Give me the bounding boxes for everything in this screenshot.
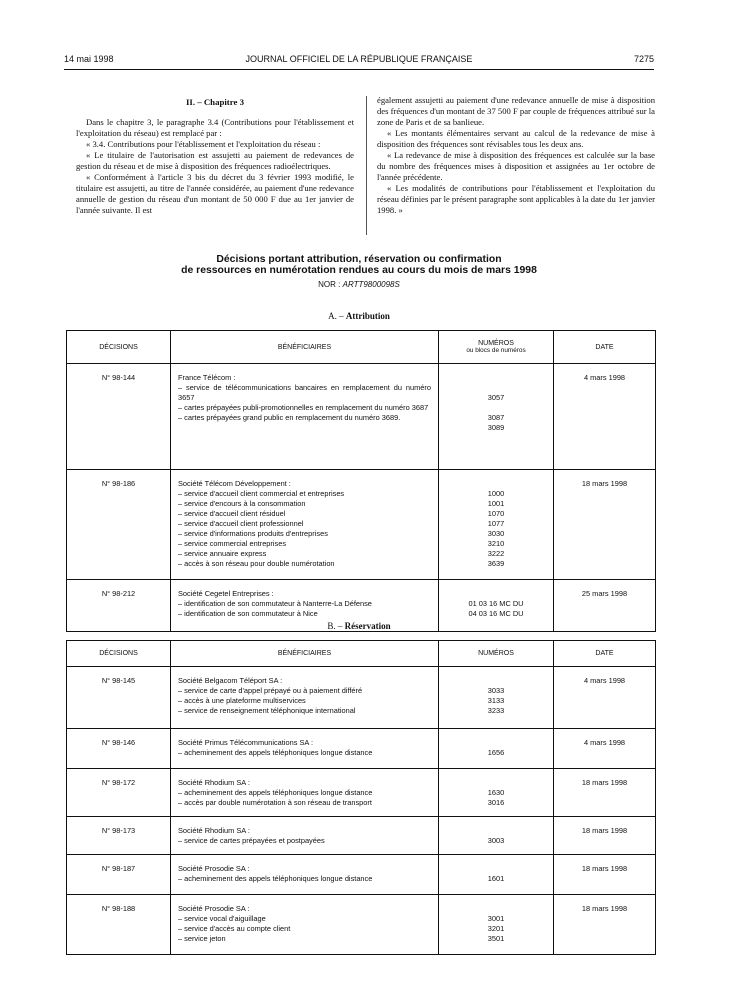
number-value: 1601 xyxy=(487,874,505,883)
journal-title: JOURNAL OFFICIEL DE LA RÉPUBLIQUE FRANÇAISE xyxy=(245,54,473,64)
decision-date: 18 mars 1998 xyxy=(554,470,656,580)
beneficiary-name: Société Primus Télécommunications SA : xyxy=(178,738,314,747)
decision-date: 4 mars 1998 xyxy=(554,729,656,769)
numbers-cell xyxy=(439,769,554,817)
nor-value: ARTT9800098S xyxy=(342,280,400,289)
table-row xyxy=(67,895,656,955)
nor-label: NOR : xyxy=(318,280,343,289)
table-row xyxy=(67,364,656,470)
number-value: 1077 xyxy=(487,519,505,528)
service-item: – cartes prépayées publi-promotionnelles en remplacement du numéro 3687 xyxy=(178,403,429,412)
left-paragraph: « Conformément à l'article 3 bis du décret du 3 février 1993 modifié, le titulaire est assujetti, au titre de l'année considérée, au paiement d'une redevance annuelle de gestion du réseau d'un montant de 50 000 F due au 1er janvier de l'année suivante. Il est xyxy=(76,172,354,215)
col-header-numeros: NUMÉROS xyxy=(439,641,554,667)
left-paragraph: « Le titulaire de l'autorisation est assujetti au paiement de redevances de gestion du réseau et de mise à disposition des fréquences radioélectriques. xyxy=(76,150,354,171)
decision-date: 4 mars 1998 xyxy=(554,667,656,729)
service-item: – identification de son commutateur à Nice xyxy=(178,609,318,618)
decision-date: 4 mars 1998 xyxy=(554,364,656,470)
service-item: – service vocal d'aiguillage xyxy=(178,914,266,923)
service-item: – service de télécommunications bancaires en remplacement du numéro 3657 xyxy=(178,383,431,402)
number-value: 01 03 16 MC DU xyxy=(468,599,524,608)
page-header xyxy=(64,54,654,70)
decision-date: 25 mars 1998 xyxy=(554,580,656,632)
service-item: – service de carte d'appel prépayé ou à paiement différé xyxy=(178,686,363,695)
number-value: 3033 xyxy=(487,686,505,695)
service-item: – service commercial entreprises xyxy=(178,539,287,548)
number-value: 3001 xyxy=(487,914,505,923)
left-paragraph: « 3.4. Contributions pour l'établissement et l'exploitation du réseau : xyxy=(86,139,321,149)
beneficiary-cell xyxy=(171,364,439,470)
decisions-title xyxy=(64,254,654,276)
number-value: 3210 xyxy=(487,539,505,548)
number-value: 3201 xyxy=(487,924,505,933)
service-item: – service de renseignement téléphonique international xyxy=(178,706,356,715)
table-row xyxy=(67,667,656,729)
service-item: – accès à une plateforme multiservices xyxy=(178,696,306,705)
number-value: 3222 xyxy=(487,549,505,558)
col-header-date: DATE xyxy=(554,331,656,364)
table-header-row xyxy=(67,641,656,667)
beneficiary-name: Société Télécom Développement : xyxy=(178,479,291,488)
number-value: 1000 xyxy=(487,489,505,498)
numbers-cell xyxy=(439,855,554,895)
service-item: – service d'accueil client professionnel xyxy=(178,519,304,528)
decision-date: 18 mars 1998 xyxy=(554,855,656,895)
number-value: 1001 xyxy=(487,499,505,508)
service-item: – accès à son réseau pour double numérotation xyxy=(178,559,335,568)
header-rule xyxy=(64,69,654,70)
decisions-title-line: Décisions portant attribution, réservation ou confirmation xyxy=(216,254,502,265)
col-header-decisions: DÉCISIONS xyxy=(67,641,171,667)
decision-number: N° 98-212 xyxy=(67,580,171,632)
page-number: 7275 xyxy=(633,54,654,64)
right-paragraph: « Les montants élémentaires servant au calcul de la redevance de mise à disposition des fréquences sont révisables tous les deux ans. xyxy=(377,128,655,149)
beneficiary-name: Société Prosodie SA : xyxy=(178,904,250,913)
chapter-title: II. – Chapitre 3 xyxy=(185,97,244,107)
nor-reference xyxy=(64,280,654,289)
number-value: 3003 xyxy=(487,836,505,845)
numbers-cell xyxy=(439,470,554,580)
col-header-beneficiaires: BÉNÉFICIAIRES xyxy=(171,331,439,364)
col-header-date: DATE xyxy=(554,641,656,667)
col-header-numeros-main: NUMÉROS xyxy=(478,340,514,347)
decision-date: 18 mars 1998 xyxy=(554,895,656,955)
right-paragraph: « La redevance de mise à disposition des fréquences est calculée sur la base du nombre des fréquences mises à disposition et assignées au 1er octobre de l'année précédente. xyxy=(377,150,655,182)
beneficiary-cell xyxy=(171,667,439,729)
beneficiary-cell xyxy=(171,855,439,895)
number-value: 1630 xyxy=(487,788,505,797)
section-b-prefix: B. – xyxy=(327,621,343,631)
numbers-cell xyxy=(439,895,554,955)
number-value: 1070 xyxy=(487,509,505,518)
right-paragraph: « Les modalités de contributions pour l'établissement et l'exploitation du réseau définies par le présent paragraphe sont applicables à la date du 1er janvier 1998. » xyxy=(377,183,655,215)
number-value: 3016 xyxy=(487,798,505,807)
decisions-title-line: de ressources en numérotation rendues au cours du mois de mars 1998 xyxy=(181,265,537,276)
service-item: – service d'encours à la consommation xyxy=(178,499,306,508)
attribution-table xyxy=(66,330,656,632)
decision-number: N° 98-144 xyxy=(67,364,171,470)
issue-date: 14 mai 1998 xyxy=(64,54,114,64)
decision-date: 18 mars 1998 xyxy=(554,817,656,855)
service-item: – service jeton xyxy=(178,934,226,943)
number-value: 3639 xyxy=(487,559,505,568)
table-row xyxy=(67,769,656,817)
service-item: – acheminement des appels téléphoniques longue distance xyxy=(178,748,373,757)
section-b-label: Réservation xyxy=(344,621,391,631)
col-header-decisions: DÉCISIONS xyxy=(67,331,171,364)
beneficiary-cell xyxy=(171,895,439,955)
decision-date: 18 mars 1998 xyxy=(554,769,656,817)
decision-number: N° 98-146 xyxy=(67,729,171,769)
col-header-beneficiaires: BÉNÉFICIAIRES xyxy=(171,641,439,667)
service-item: – service d'informations produits d'entreprises xyxy=(178,529,328,538)
section-a-label: Attribution xyxy=(345,311,390,321)
beneficiary-name: Société Belgacom Téléport SA : xyxy=(178,676,283,685)
beneficiary-name: Société Rhodium SA : xyxy=(178,778,250,787)
beneficiary-cell xyxy=(171,470,439,580)
number-value: 3087 xyxy=(487,413,505,422)
table-header-row xyxy=(67,331,656,364)
table-row xyxy=(67,729,656,769)
numbers-cell xyxy=(439,364,554,470)
service-item: – cartes prépayées grand public en remplacement du numéro 3689. xyxy=(178,413,401,422)
number-value: 1656 xyxy=(487,748,505,757)
service-item: – service d'accès au compte client xyxy=(178,924,291,933)
service-item: – service d'accueil client résiduel xyxy=(178,509,286,518)
service-item: – service de cartes prépayées et postpayées xyxy=(178,836,325,845)
numbers-cell xyxy=(439,729,554,769)
service-item: – acheminement des appels téléphoniques longue distance xyxy=(178,874,373,883)
table-row xyxy=(67,855,656,895)
number-value: 3089 xyxy=(487,423,505,432)
number-value: 3233 xyxy=(487,706,505,715)
number-value: 04 03 16 MC DU xyxy=(468,609,524,618)
reservation-table xyxy=(66,640,656,955)
service-item: – identification de son commutateur à Nanterre-La Défense xyxy=(178,599,372,608)
number-value: 3133 xyxy=(487,696,505,705)
column-divider xyxy=(366,96,367,235)
decision-number: N° 98-186 xyxy=(67,470,171,580)
right-column xyxy=(377,95,655,216)
beneficiary-name: Société Cegetel Entreprises : xyxy=(178,589,274,598)
number-value: 3057 xyxy=(487,393,505,402)
decision-number: N° 98-187 xyxy=(67,855,171,895)
beneficiary-name: Société Rhodium SA : xyxy=(178,826,250,835)
beneficiary-name: France Télécom : xyxy=(178,373,236,382)
table-row xyxy=(67,817,656,855)
beneficiary-cell xyxy=(171,729,439,769)
number-value: 3030 xyxy=(487,529,505,538)
service-item: – service d'accueil client commercial et entreprises xyxy=(178,489,345,498)
numbers-cell xyxy=(439,667,554,729)
beneficiary-cell xyxy=(171,817,439,855)
left-paragraph: Dans le chapitre 3, le paragraphe 3.4 (Contributions pour l'établissement et l'exploitation du réseau) est remplacé par : xyxy=(76,117,354,138)
section-b-title xyxy=(64,621,654,631)
section-a-prefix: A. – xyxy=(328,311,344,321)
service-item: – acheminement des appels téléphoniques longue distance xyxy=(178,788,373,797)
numbers-cell xyxy=(439,817,554,855)
section-a-title xyxy=(64,311,654,321)
table-row xyxy=(67,470,656,580)
col-header-numeros-sub: ou blocs de numéros xyxy=(466,347,526,354)
beneficiary-cell xyxy=(171,769,439,817)
decision-number: N° 98-172 xyxy=(67,769,171,817)
service-item: – service annuaire express xyxy=(178,549,267,558)
right-paragraph: également assujetti au paiement d'une redevance annuelle de mise à disposition des fréquences d'un montant de 37 500 F par couple de fréquences attribué sur la zone de Paris et de sa banlieue. xyxy=(377,95,655,127)
col-header-numeros xyxy=(439,331,554,364)
service-item: – accès par double numérotation à son réseau de transport xyxy=(178,798,372,807)
decision-number: N° 98-188 xyxy=(67,895,171,955)
decision-number: N° 98-145 xyxy=(67,667,171,729)
beneficiary-name: Société Prosodie SA : xyxy=(178,864,250,873)
left-column xyxy=(76,97,354,216)
decision-number: N° 98-173 xyxy=(67,817,171,855)
number-value: 3501 xyxy=(487,934,505,943)
